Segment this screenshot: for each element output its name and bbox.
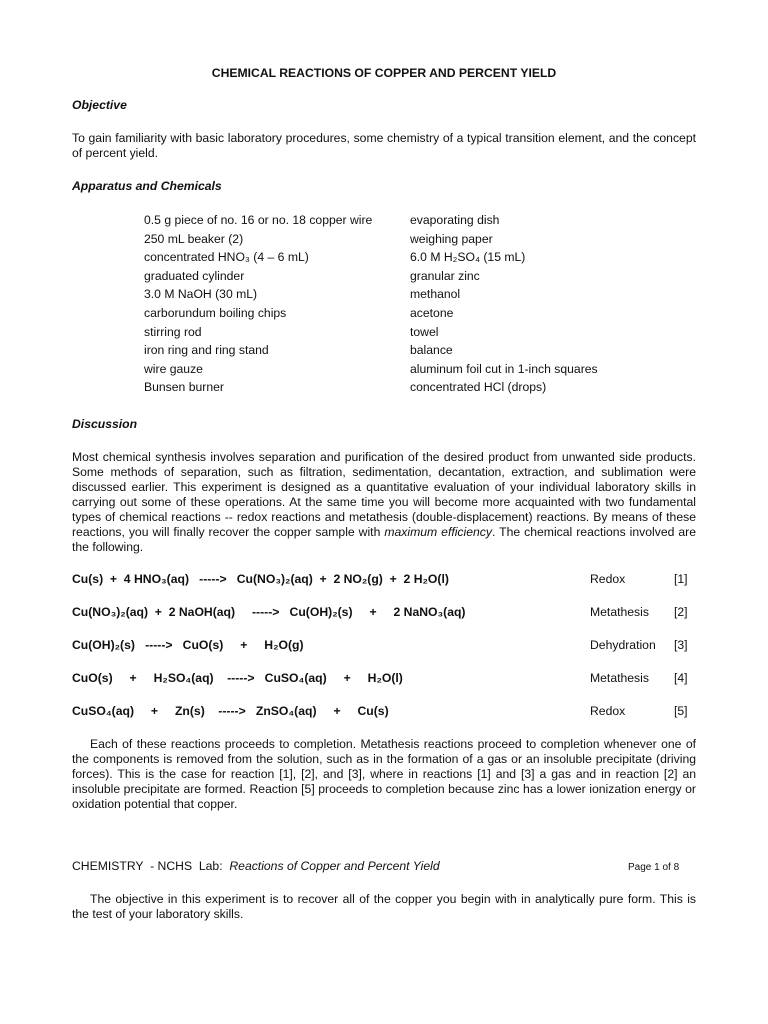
apparatus-row: [144, 287, 664, 306]
reaction-number: [2]: [674, 605, 688, 619]
reaction-equation: CuSO₄(aq) + Zn(s) -----> ZnSO₄(aq) + Cu(s): [72, 704, 389, 718]
reaction-equation: Cu(NO₃)₂(aq) + 2 NaOH(aq) -----> Cu(OH)₂(s) + 2 NaNO₃(aq): [72, 605, 466, 619]
apparatus-row: [144, 269, 664, 288]
page-number: Page 1 of 8: [628, 862, 680, 873]
discussion-text-1: Most chemical synthesis involves separation and purification of the desired product from unwanted side products. Some methods of separation, such as filtration, sedimentation, decantation, extraction, and sublimation were discussed earlier. This experiment is designed as a quantitative evaluation of your individual laboratory skills in carrying out some of these operations. At the same time you will become more acquainted with two fundamental types of chemical reactions -- redox reactions and metathesis (double-displacement) reactions. By means of these reactions, you will finally recover the copper sample with: [72, 450, 696, 539]
footer-course: [72, 859, 440, 874]
discussion-emphasis: maximum efficiency: [384, 525, 492, 539]
apparatus-item: 3.0 M NaOH (30 mL): [144, 287, 258, 302]
apparatus-item: 250 mL beaker (2): [144, 231, 244, 246]
apparatus-item: evaporating dish: [410, 213, 500, 227]
reaction-equation: Cu(OH)₂(s) -----> CuO(s) + H₂O(g): [72, 638, 304, 652]
next-page-paragraph: The objective in this experiment is to recover all of the copper you begin with in analytically pure form. This is the test of your laboratory skills.: [72, 892, 696, 921]
apparatus-item: methanol: [410, 287, 461, 302]
reaction-equation: CuO(s) + H₂SO₄(aq) -----> CuSO₄(aq) + H₂O(l): [72, 671, 403, 685]
reaction-row: [72, 605, 696, 621]
document-title: CHEMICAL REACTIONS OF COPPER AND PERCENT YIELD: [211, 66, 557, 80]
discussion-heading: Discussion: [72, 417, 138, 431]
apparatus-item: wire gauze: [144, 361, 203, 376]
footer-prefix: CHEMISTRY - NCHS Lab:: [72, 859, 230, 873]
apparatus-row: [144, 362, 664, 381]
apparatus-item: Bunsen burner: [144, 380, 224, 395]
reaction-number: [1]: [674, 572, 688, 586]
apparatus-item: iron ring and ring stand: [144, 343, 269, 358]
apparatus-item: granular zinc: [410, 268, 480, 283]
apparatus-row: [144, 380, 664, 399]
apparatus-item: concentrated HNO₃ (4 – 6 mL): [144, 250, 309, 265]
apparatus-item: 6.0 M H₂SO₄ (15 mL): [410, 250, 526, 265]
apparatus-item: 0.5 g piece of no. 16 or no. 18 copper wire: [144, 213, 373, 227]
apparatus-item: concentrated HCl (drops): [410, 380, 547, 395]
reaction-row: [72, 671, 696, 687]
apparatus-row: [144, 232, 664, 251]
reaction-equation: Cu(s) + 4 HNO₃(aq) -----> Cu(NO₃)₂(aq) + 2 NO₂(g) + 2 H₂O(l): [72, 572, 449, 586]
reaction-type: Redox: [590, 572, 626, 586]
objective-paragraph: To gain familiarity with basic laboratory procedures, some chemistry of a typical transition element, and the concept of percent yield.: [72, 131, 696, 160]
apparatus-item: weighing paper: [410, 231, 493, 246]
reaction-type: Metathesis: [590, 605, 649, 619]
apparatus-item: carborundum boiling chips: [144, 305, 287, 320]
apparatus-row: [144, 306, 664, 325]
apparatus-heading: Apparatus and Chemicals: [72, 179, 222, 193]
reaction-type: Dehydration: [590, 638, 656, 652]
completion-paragraph: Each of these reactions proceeds to completion. Metathesis reactions proceed to completion whenever one of the components is removed from the solution, such as in the formation of a gas or an insoluble precipitate (driving forces). This is the case for reaction [1], [2], and [3], where in reactions [1] and [3] a gas and in reaction [2] an insoluble precipitate are formed. Reaction [5] proceeds to completion because zinc has a lower ionization energy or oxidation potential that copper.: [72, 737, 696, 811]
reaction-number: [4]: [674, 671, 688, 685]
apparatus-row: [144, 343, 664, 362]
discussion-text-2: . The chemical reactions involved are the following.: [72, 525, 697, 554]
discussion-paragraph: [72, 450, 696, 555]
apparatus-item: graduated cylinder: [144, 268, 245, 283]
objective-heading: Objective: [72, 98, 127, 112]
apparatus-item: balance: [410, 343, 453, 358]
reaction-type: Metathesis: [590, 671, 649, 685]
apparatus-item: acetone: [410, 305, 454, 320]
reaction-row: [72, 572, 696, 588]
reaction-number: [5]: [674, 704, 688, 718]
reaction-row: [72, 704, 696, 720]
apparatus-item: stirring rod: [144, 324, 202, 339]
apparatus-row: [144, 325, 664, 344]
reaction-type: Redox: [590, 704, 626, 718]
footer-lab-title: Reactions of Copper and Percent Yield: [229, 859, 440, 873]
reaction-number: [3]: [674, 638, 688, 652]
apparatus-row: [144, 250, 664, 269]
reaction-row: [72, 638, 696, 654]
apparatus-item: towel: [410, 324, 439, 339]
apparatus-item: aluminum foil cut in 1-inch squares: [410, 361, 598, 376]
apparatus-row: [144, 213, 664, 232]
apparatus-list: [144, 213, 664, 399]
